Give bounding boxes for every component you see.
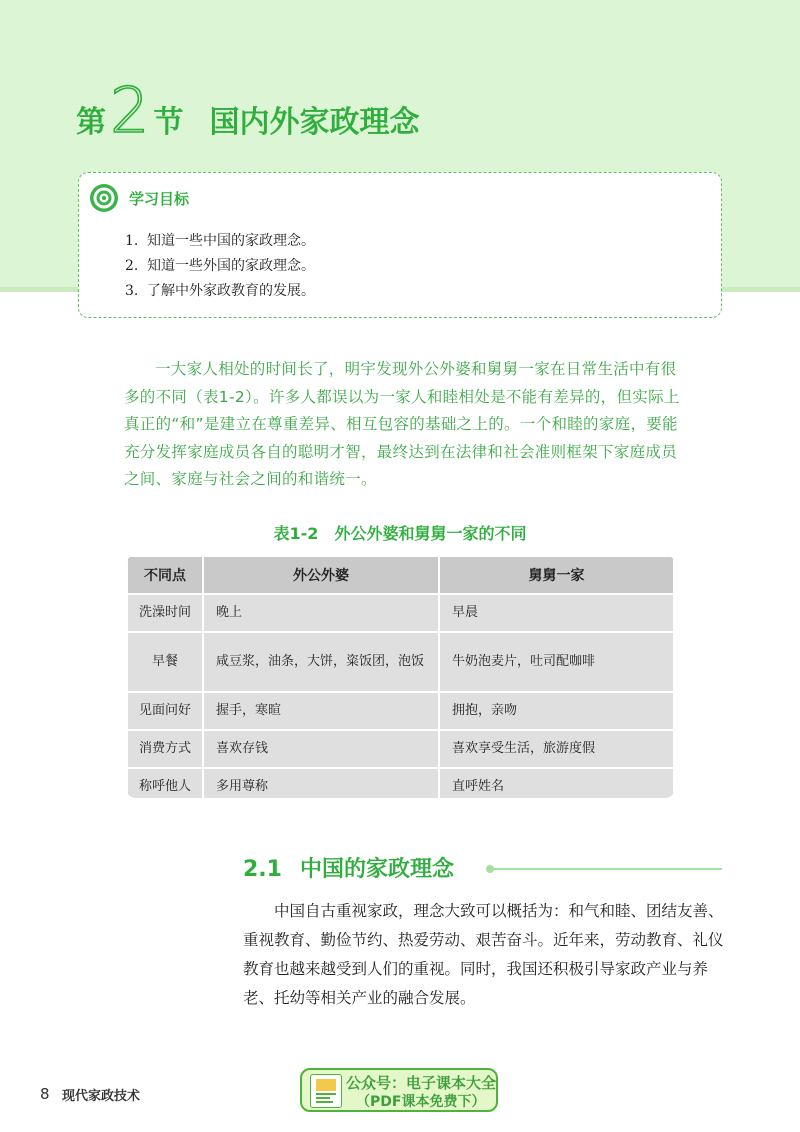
table-cell: 称呼他人 (127, 768, 203, 798)
learning-goal-item (125, 229, 315, 254)
subsection-text: 中国自古重视家政，理念大致可以概括为：和气和睦、团结友善、重视教育、勤俭节约、热爱劳动、艰苦奋斗。近年来，劳动教育、礼仪教育也越来越受到人们的重视。同时，我国还积极引导家政产业与养老、托幼等相关产业的融合发展。 (243, 902, 724, 1007)
section-title (76, 74, 420, 147)
subsection-body (243, 897, 725, 1013)
table-header-cell: 外公外婆 (203, 556, 439, 594)
heading-rule (492, 868, 722, 870)
learning-goal-item (125, 279, 315, 304)
intro-text: 一大家人相处的时间长了，明宇发现外公外婆和舅舅一家在日常生活中有很多的不同（表1-2）。许多人都误以为一家人和睦相处是不能有差异的，但实际上真正的“和”是建立在尊重差异、相互包容的基础之上的。一个和睦的家庭，要能充分发挥家庭成员各自的聪明才智，最终达到在法律和社会准则框架下家庭成员之间、家庭与社会之间的和谐统一。 (124, 360, 680, 488)
table-cell: 喜欢享受生活，旅游度假 (439, 730, 674, 768)
table-cell: 拥抱，亲吻 (439, 692, 674, 730)
watermark-line2: （PDF课本免费下） (356, 1094, 486, 1110)
table-cell: 晚上 (203, 594, 439, 632)
table-row (127, 730, 674, 768)
section-suffix: 节 (153, 105, 184, 140)
table-header-cell: 不同点 (127, 556, 203, 594)
goal-text: 知道一些外国的家政理念。 (147, 258, 315, 274)
subsection-number: 2.1 (243, 857, 282, 882)
page-number: 8 (40, 1085, 50, 1103)
table-cell: 直呼姓名 (439, 768, 674, 798)
learning-goal-item (125, 254, 315, 279)
watermark-badge (300, 1068, 498, 1112)
table-header-row (127, 556, 674, 594)
learning-goals-list (125, 229, 315, 304)
watermark-line1: 公众号：电子课本大全 (346, 1074, 497, 1092)
table-caption: 表1-2 外公外婆和舅舅一家的不同 (273, 524, 527, 543)
table-row (127, 768, 674, 798)
intro-paragraph (124, 356, 684, 494)
table-cell: 咸豆浆，油条，大饼，粢饭团，泡饭 (203, 632, 439, 692)
table-row (127, 692, 674, 730)
table-cell: 早晨 (439, 594, 674, 632)
table-cell: 消费方式 (127, 730, 203, 768)
comparison-table (126, 555, 675, 798)
table-cell: 牛奶泡麦片，吐司配咖啡 (439, 632, 674, 692)
table-cell: 多用尊称 (203, 768, 439, 798)
goal-number: 1. (125, 233, 139, 249)
goal-number: 3. (125, 283, 139, 299)
book-logo-icon (310, 1074, 342, 1108)
section-prefix: 第 (76, 105, 106, 140)
section-name: 国内外家政理念 (209, 105, 420, 140)
goal-number: 2. (125, 258, 139, 274)
table-cell: 喜欢存钱 (203, 730, 439, 768)
table-row (127, 632, 674, 692)
target-icon (89, 183, 119, 213)
table-cell: 洗澡时间 (127, 594, 203, 632)
subsection-title: 中国的家政理念 (299, 857, 454, 882)
book-title: 现代家政技术 (62, 1089, 141, 1104)
learning-goals-title: 学习目标 (129, 190, 190, 208)
goal-text: 知道一些中国的家政理念。 (147, 233, 315, 249)
learning-goals-box (78, 172, 722, 318)
table-header-cell: 舅舅一家 (439, 556, 674, 594)
table-cell: 握手，寒暄 (203, 692, 439, 730)
subsection-heading (243, 852, 454, 883)
goal-text: 了解中外家政教育的发展。 (147, 283, 315, 299)
table-cell: 早餐 (127, 632, 203, 692)
table-row (127, 594, 674, 632)
section-number: 2 (110, 74, 150, 147)
table-cell: 见面问好 (127, 692, 203, 730)
